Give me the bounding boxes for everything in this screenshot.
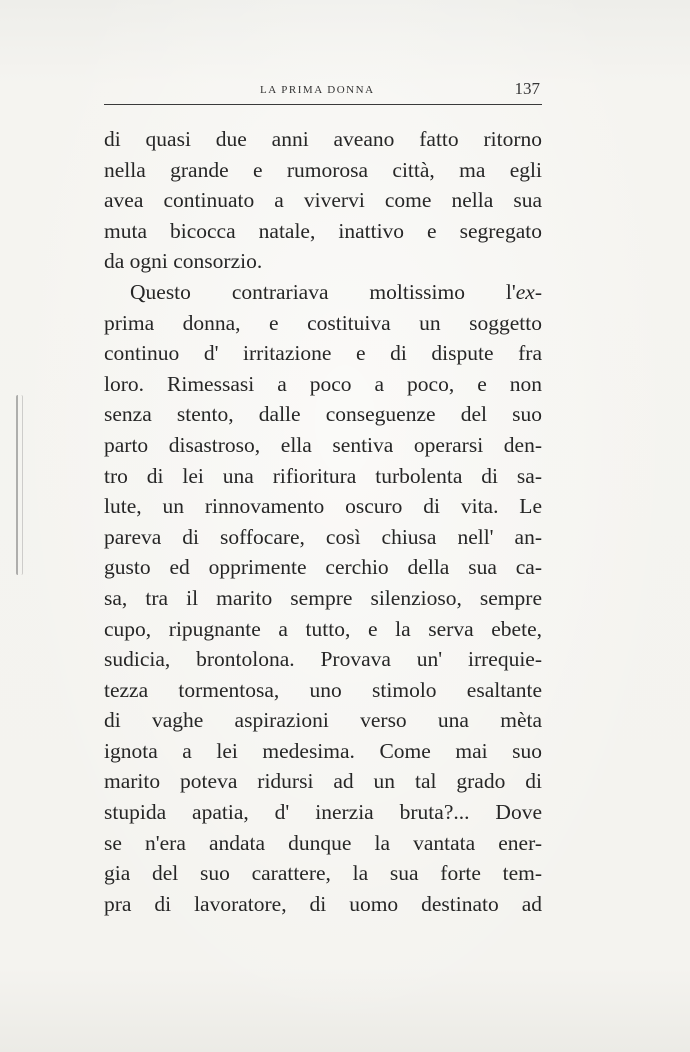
text-line: di quasi due anni aveano fatto ritorno (104, 127, 542, 151)
body-text (104, 124, 542, 919)
text-line: gia del suo carattere, la sua forte tem- (104, 861, 542, 886)
text-line: stupida apatia, d' inerzia bruta?... Dove (104, 800, 542, 825)
page-number: 137 (514, 79, 540, 98)
text-line: muta bicocca natale, inattivo e segregato (104, 218, 542, 243)
text-line: lute, un rinnovamento oscuro di vita. Le (104, 494, 542, 519)
text-line: continuo d' irritazione e di dispute fra (104, 341, 542, 366)
text-line: di vaghe aspirazioni verso una mèta (104, 708, 542, 733)
text-line: senza stento, dalle conseguenze del suo (104, 402, 542, 427)
text-line: ignota a lei medesima. Come mai suo (104, 738, 542, 763)
text-line: pra di lavoratore, di uomo destinato ad (104, 891, 542, 916)
text-line: avea continuato a vivervi come nella sua (104, 188, 542, 213)
italic-word: ex- (515, 279, 542, 304)
text-line: se n'era andata dunque la vantata ener- (104, 830, 542, 855)
text-line: sudicia, brontolona. Provava un' irrequie- (104, 647, 542, 672)
running-title: LA PRIMA DONNA (260, 84, 375, 96)
text-line: tezza tormentosa, uno stimolo esaltante (104, 677, 542, 702)
text-line: tro di lei una rifioritura turbolenta di sa- (104, 463, 542, 488)
text-line: gusto ed opprimente cerchio della sua ca- (104, 555, 542, 580)
margin-binding-mark (16, 395, 23, 575)
text-line: marito poteva ridursi ad un tal grado di (104, 769, 542, 794)
text-line: cupo, ripugnante a tutto, e la serva ebete, (104, 616, 542, 641)
text-line: nella grande e rumorosa città, ma egli (104, 157, 542, 182)
text-line: loro. Rimessasi a poco a poco, e non (104, 371, 542, 396)
text-line-start: Questo contrariava moltissimo l' (130, 279, 516, 304)
text-line-with-italic (104, 277, 542, 308)
text-line: pareva di soffocare, così chiusa nell' an- (104, 524, 542, 549)
text-line: prima donna, e costituiva un soggetto (104, 310, 542, 335)
text-line: sa, tra il marito sempre silenzioso, sempre (104, 585, 542, 610)
running-head (104, 78, 542, 105)
text-line: da ogni consorzio. (104, 249, 263, 274)
text-line: parto disastroso, ella sentiva operarsi den- (104, 432, 542, 457)
